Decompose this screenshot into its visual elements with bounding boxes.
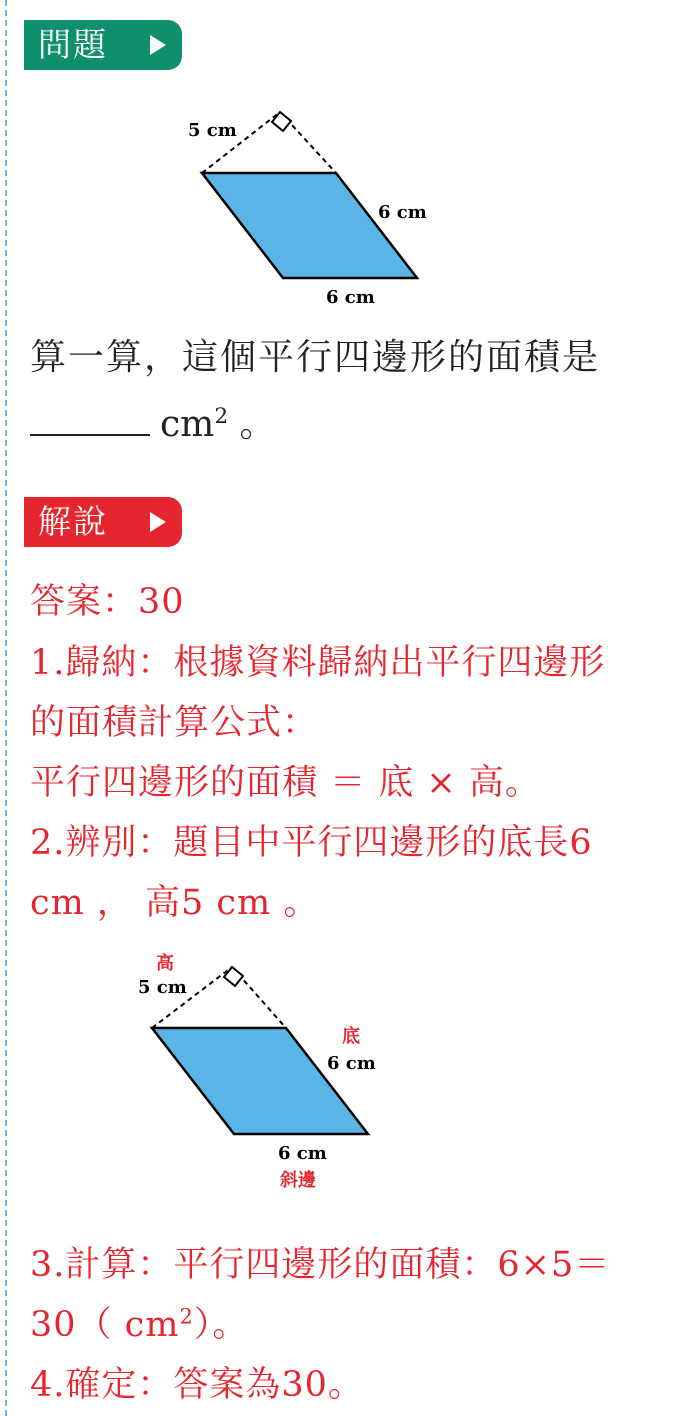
bottom-label: 6 cm: [278, 1143, 327, 1164]
step1-line2: 的面積計算公式：: [30, 703, 319, 743]
step1-line1: 1.歸納：根據資料歸納出平行四邊形: [30, 643, 606, 683]
height-title: 高: [156, 953, 174, 974]
step4-line: 4.確定：答案為30。: [30, 1365, 364, 1405]
step2-line2: cm ， 高5 cm 。: [30, 883, 320, 923]
slant-label: 6 cm: [378, 202, 427, 223]
step3-line1: 3.計算：平行四邊形的面積：6×5＝: [30, 1245, 611, 1285]
answer-blank: [30, 398, 150, 436]
question-parallelogram-figure: [180, 100, 460, 310]
left-dashed-rule: [5, 0, 7, 1416]
answer-tag-label: 解說: [38, 502, 108, 541]
bottom-title: 斜邊: [280, 1170, 316, 1191]
answer-parallelogram-figure: [130, 945, 420, 1200]
question-tag: [24, 20, 182, 70]
step3-end: ）。: [193, 1305, 249, 1345]
parallelogram-shape: [202, 173, 417, 278]
step3-value: 30（ cm: [30, 1305, 180, 1345]
unit-text: cm: [160, 404, 215, 445]
parallelogram-shape: [152, 1028, 368, 1134]
question-text: 算一算，這個平行四邊形的面積是: [30, 337, 601, 378]
play-arrow-icon: [150, 512, 166, 532]
question-end: 。: [228, 404, 276, 445]
base-label: 6 cm: [327, 1053, 376, 1074]
base-label: 6 cm: [326, 287, 375, 308]
play-arrow-icon: [150, 35, 166, 55]
step2-line1: 2.辨別：題目中平行四邊形的底長6: [30, 823, 593, 863]
question-answer-line: [30, 398, 276, 450]
step3-exponent: 2: [179, 1304, 194, 1329]
height-label: 5 cm: [188, 120, 237, 141]
step3-line2: [30, 1297, 248, 1347]
answer-tag: [24, 497, 182, 547]
answer-line: 答案：30: [30, 582, 185, 622]
formula-line: 平行四邊形的面積 ＝ 底 × 高。: [30, 763, 541, 803]
base-title: 底: [342, 1026, 360, 1047]
unit-exponent: 2: [214, 404, 229, 429]
height-label: 5 cm: [138, 977, 187, 998]
question-tag-label: 問題: [38, 25, 108, 64]
